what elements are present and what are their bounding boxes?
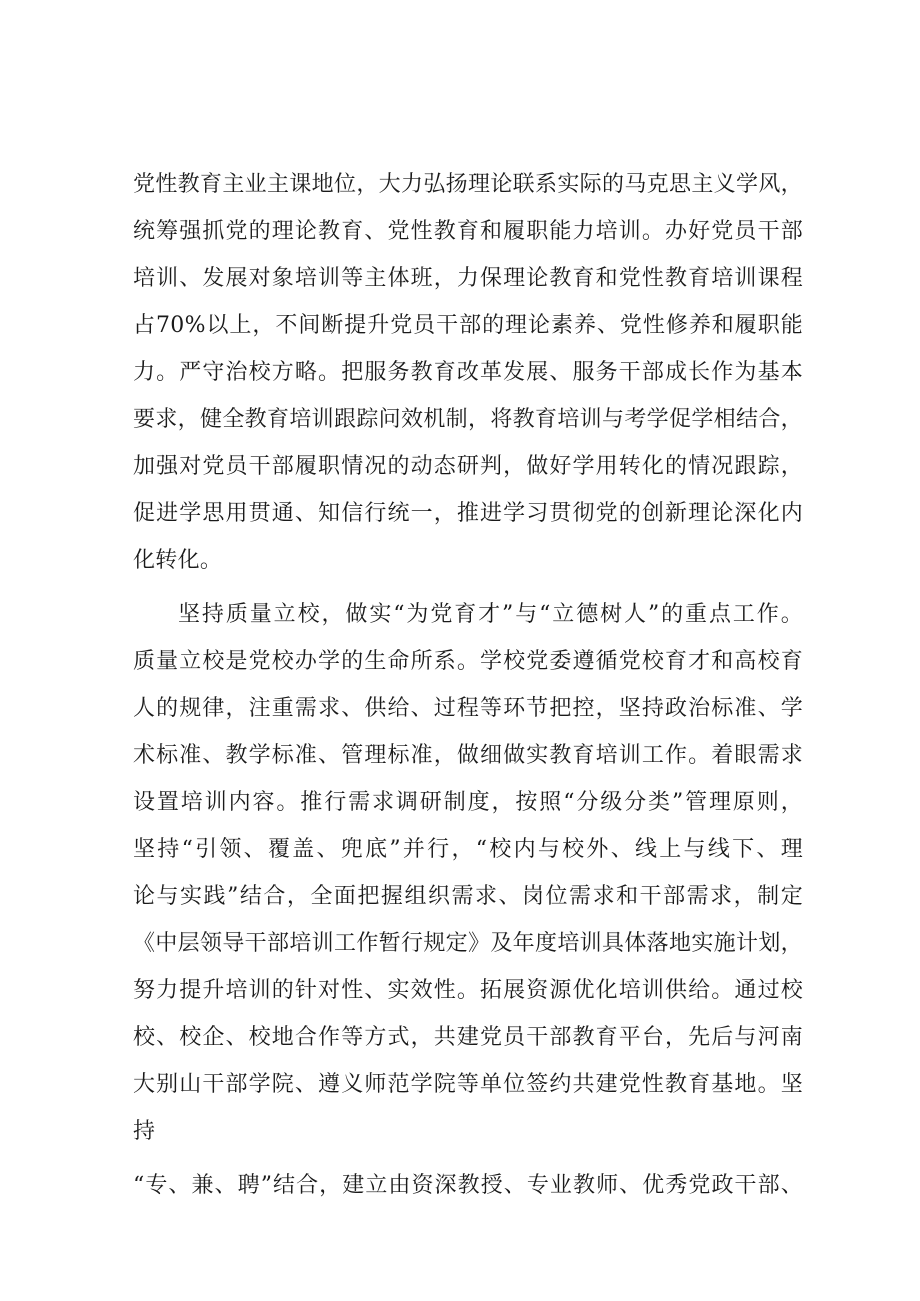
- text-line: 占70%以上，不间断提升党员干部的理论素养、党性修养和履职能: [133, 313, 803, 338]
- text-line: 统筹强抓党的理论教育、党性教育和履职能力培训。办好党员干部: [133, 219, 803, 244]
- text-line: 党性教育主业主课地位，大力弘扬理论联系实际的马克思主义学风，: [133, 172, 803, 197]
- text-line: 人的规律，注重需求、供给、过程等环节把控，坚持政治标准、学: [133, 696, 803, 721]
- text-line: 质量立校是党校办学的生命所系。学校党委遵循党校育才和高校育: [133, 649, 803, 674]
- text-line: 加强对党员干部履职情况的动态研判，做好学用转化的情况跟踪，: [133, 454, 803, 479]
- text-line: 论与实践”结合，全面把握组织需求、岗位需求和干部需求，制定: [133, 884, 803, 909]
- text-line: 术标准、教学标准、管理标准，做细做实教育培训工作。着眼需求: [133, 743, 803, 768]
- text-line: 设置培训内容。推行需求调研制度，按照“分级分类”管理原则，: [133, 790, 803, 815]
- text-line: 《中层领导干部培训工作暂行规定》及年度培训具体落地实施计划，: [133, 931, 803, 956]
- text-line: 大别山干部学院、遵义师范学院等单位签约共建党性教育基地。坚: [133, 1072, 803, 1097]
- text-line: 坚持质量立校，做实“为党育才”与“立德树人”的重点工作。: [178, 602, 803, 627]
- text-line: 化转化。: [133, 548, 223, 573]
- text-line: 持: [133, 1119, 156, 1144]
- text-line: 努力提升培训的针对性、实效性。拓展资源优化培训供给。通过校: [133, 978, 803, 1003]
- text-line: 要求，健全教育培训跟踪问效机制，将教育培训与考学促学相结合，: [133, 407, 803, 432]
- text-line: “专、兼、聘”结合，建立由资深教授、专业教师、优秀党政干部、: [133, 1173, 803, 1198]
- text-line: 校、校企、校地合作等方式，共建党员干部教育平台，先后与河南: [133, 1025, 803, 1050]
- text-line: 力。严守治校方略。把服务教育改革发展、服务干部成长作为基本: [133, 360, 803, 385]
- text-line: 促进学思用贯通、知信行统一，推进学习贯彻党的创新理论深化内: [133, 501, 803, 526]
- text-line: 坚持“引领、覆盖、兜底”并行，“校内与校外、线上与线下、理: [133, 837, 803, 862]
- text-line: 培训、发展对象培训等主体班，力保理论教育和党性教育培训课程: [133, 266, 803, 291]
